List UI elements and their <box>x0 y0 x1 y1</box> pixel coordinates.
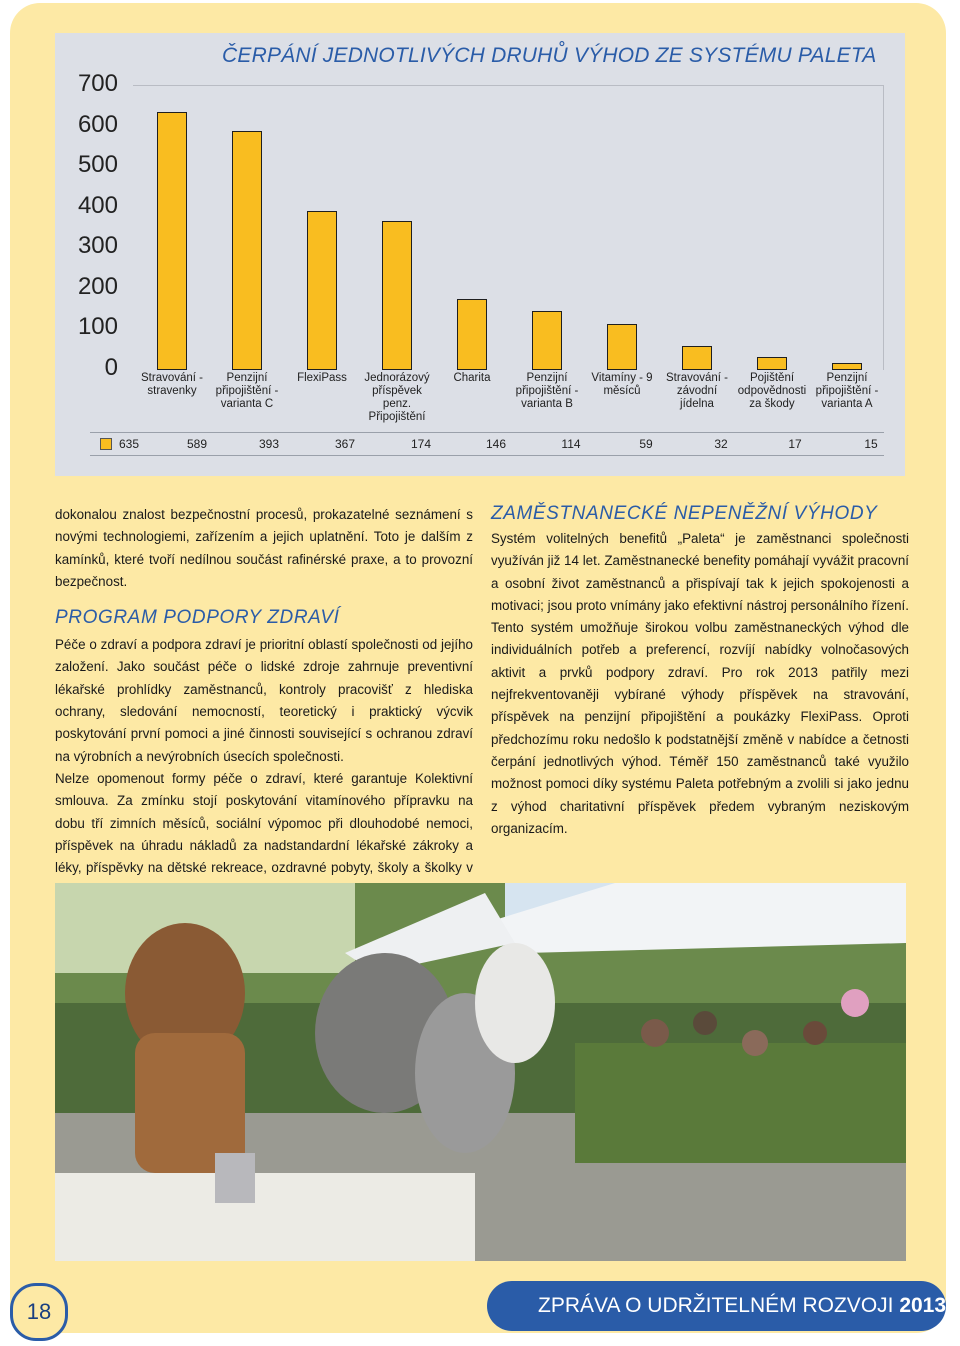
benefits-paragraph: Systém volitelných benefitů „Paleta“ je zaměstnanci společnosti využíván již 14 let. Zaměstnanecké benefity pomáhají vyvážit pracovní a osobní život zaměstnanců a přispívají tak k jejich spokojenosti a motivaci; jsou proto vnímány jako efektivní nástroj personálního řízení. Tento systém umožňuje širokou volbu zaměstnaneckých výhod dle individuálních potřeb a preferencí, rozvíjí nabídky volnočasových aktivit a prvků podpory zdraví. Pro rok 2013 patřily mezi nejfrekventovaněji vybírané výhody příspěvek na stravování, příspěvek na penzijní připojištění a poukázky FlexiPass. Oproti předchozímu roku nedošlo k podstatnější změně v nabídce a četnosti čerpání jednotlivých výhod. Téměř 150 zaměstnanců také využilo možnost pomoci díky systému Paleta potřebným a zvolili si jako jednu z výhod charitativní příspěvek předem vybraným neziskovým organizacím. <box>491 531 909 836</box>
data-value: 393 <box>258 437 280 451</box>
bar <box>382 221 412 370</box>
data-value: 146 <box>485 437 507 451</box>
data-table-row <box>90 432 884 456</box>
health-paragraph-2: Nelze opomenout formy péče o zdraví, které garantuje Kolektivní smlouva. Za zmínku stojí poskytování vitamínového přípravku na dobu tří zimních měsíců, sociální výpomoc při dlouhodobé nemoci, příspěvek na úhradu nákladů za nadstandardní lékařské zákroky a léky, příspěvky na dětské rekreace, ozdravné pobyty, školy a školky v <box>55 770 473 876</box>
category-label: Penzijní připojištění - varianta C <box>215 372 279 410</box>
category-label: FlexiPass <box>297 372 347 384</box>
category-label: Penzijní připojištění - varianta B <box>515 372 579 410</box>
data-value: 367 <box>334 437 356 451</box>
y-tick-label: 0 <box>104 354 118 381</box>
bar <box>682 346 712 370</box>
category-label: Stravování - závodní jídelna <box>666 372 728 410</box>
data-value: 15 <box>864 437 878 451</box>
data-value: 589 <box>186 437 208 451</box>
right-column <box>491 502 909 840</box>
bar <box>232 131 262 370</box>
bar <box>307 211 337 370</box>
y-tick-label: 200 <box>77 272 118 300</box>
data-value: 17 <box>788 437 802 451</box>
health-program-heading: PROGRAM PODPORY ZDRAVÍ <box>55 607 340 629</box>
intro-paragraph: dokonalou znalost bezpečnostní procesů, prokazatelné seznámení s novými technologiemi, zařízením a jejich uplatnění. Toto je dalším z kamínků, které tvoří nedílnou součást rafinérské praxe, a to provozní bezpečnost. <box>55 507 473 589</box>
data-value: 114 <box>561 437 581 451</box>
bar <box>832 363 862 370</box>
category-label: Vitamíny - 9 měsíců <box>591 372 653 397</box>
page-number: 18 <box>10 1283 68 1341</box>
category-label: Penzijní připojištění - varianta A <box>815 372 879 410</box>
category-label: Jednorázový příspěvek penz. Připojištění <box>364 372 430 423</box>
data-value: 174 <box>410 437 432 451</box>
data-value: 635 <box>118 437 140 451</box>
data-value: 32 <box>714 437 728 451</box>
y-tick-label: 600 <box>77 110 118 138</box>
footer-title <box>538 1294 946 1318</box>
y-tick-label: 300 <box>77 232 118 260</box>
left-column <box>55 504 473 902</box>
chart-title: ČERPÁNÍ JEDNOTLIVÝCH DRUHŮ VÝHOD ZE SYSTÉMU PALETA <box>222 44 877 67</box>
category-label: Stravování - stravenky <box>141 372 203 397</box>
bar <box>607 324 637 370</box>
y-tick-label: 500 <box>77 151 118 179</box>
y-tick-label: 100 <box>77 313 118 341</box>
health-paragraph-1: Péče o zdraví a podpora zdraví je prioritní oblastí společnosti od jejího založení. Jako součást péče o lidské zdroje zahrnuje preventivní lékařské prohlídky zaměstnanců, kontroly pracovišť z hlediska ochrany, sledování nemocností, teoretický i praktický výcvik poskytování první pomoci a jiné činnosti související s ochranou zdraví na výrobních a nevýrobních úsecích společnosti. <box>55 637 473 764</box>
y-tick-label: 700 <box>77 70 118 97</box>
event-photo-illustration <box>55 883 906 1261</box>
report-title: ZPRÁVA O UDRŽITELNÉM ROZVOJI <box>538 1294 894 1317</box>
y-tick-label: 400 <box>77 191 118 219</box>
category-label: Pojištění odpovědnosti za škody <box>737 372 807 410</box>
bar <box>757 357 787 370</box>
bar <box>532 311 562 370</box>
category-label: Charita <box>453 372 491 384</box>
bar <box>457 299 487 370</box>
report-year: 2013 <box>899 1294 947 1317</box>
chart-plot-area <box>133 85 884 370</box>
data-value: 59 <box>639 437 653 451</box>
event-photo <box>55 883 906 1261</box>
bar <box>157 112 187 370</box>
benefits-heading: ZAMĚSTNANECKÉ NEPENĚŽNÍ VÝHODY <box>491 503 878 524</box>
